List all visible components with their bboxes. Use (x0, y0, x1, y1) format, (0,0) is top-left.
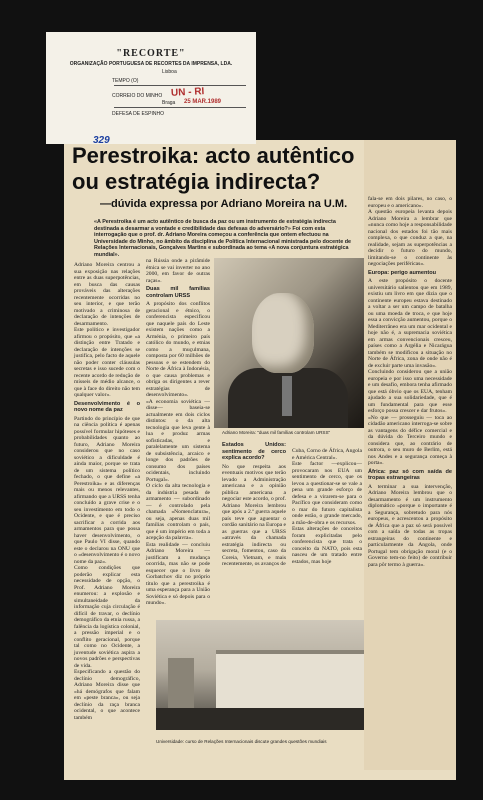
article-lead: «A Perestroika é um acto autêntico de busca da paz ou um instrumento de estratégia indirecta destinada a desarmar a vontade e credibilidade das defesas do adversário?» Foi com esta interrogação que o prof. dr. Adriano Moreira começou a conferência que ontem efectuou na Universidade do Minho, no âmbito da disciplina de Política Internacional ministrada pelo docente de Relações Internacionais, Gonçalves Martins e subordinada ao tema «A nova conjuntura estratégica mundial». (94, 219, 351, 258)
paragraph: A propósito dos conflitos geracional e étnico, o conferencista especificou que naquele país do Leste existem nações como a Arménia, o primeiro país católico do mundo, e etnias como a muçulmana, composta por 60 milhões de pessoas e se estendem do Norte de África à Indonésia, o que causa problemas e obriga os dirigentes a rever estratégias de desenvolvimento». (146, 301, 210, 398)
paragraph: fala-se em dois pilares, no caso, o europeu e o americano». (368, 196, 452, 209)
slip-row-tempo: TEMPO (O) (112, 78, 139, 84)
paragraph: Esta realidade — concluiu Adriano Moreira — justificam a mudança ocorrida, mas não se pode esquecer que o livro de Gorbatchov diz no próprio título que a perestroika é uma esperança para a União Soviética e só depois para o mundo». (146, 541, 210, 606)
slip-row-correio: CORREIO DO MINHO (112, 93, 163, 99)
slip-brand: "RECORTE" (116, 48, 186, 59)
paragraph: Este factor —explicou— provocaram nos EUA um sentimento de cerco, que os levou a questionar-se se vale a pena um grande esforço de defesa e a virarem-se para o Pacífico que consideram como o mar do futuro capitalista onde estão, o grande mercado, a mão-de-obra e os recursos. (292, 461, 362, 526)
paragraph: Cuba, Corno de África, Angola e América Central». (292, 448, 362, 461)
slip-city: Lisboa (162, 69, 177, 75)
paragraph: Adriano Moreira centrou a sua exposição nas relações entre as duas superpotências, em busca das causas prováveis das alterações recentemente ocorridas no seu interior, e que terão motivado a criminosa de declaração de intenções de desarmamento. (74, 262, 140, 327)
section-heading: Desenvolvimento é o novo nome da paz (74, 400, 140, 413)
slip-line (114, 107, 246, 108)
paragraph: A questão europeia levanta depois Adriano Moreira a lembrar que «nunca como hoje a responsabilidade nacional dos estados foi tão mais complexa, o que conduz a que, na realidade, sejam as superpotências a decidir o futuro do mundo, limitando-se o continente às negociações periféricas». (368, 209, 452, 267)
university-building-photo (156, 620, 364, 730)
paragraph: A terminar a sua intervenção, Adriano Moreira lembrou que o desarmamento é um instrumento diplomático «porque o importante é a Segurança, sobretudo para nós europeus, e acrescentou a propósito de África que a paz só será possível com a saída de todas as tropas estrangeiras do continente e particularmente da Angola, onde Portugal tem obrigação moral (e o Governo tem-no feito) de contribuir para pôr termo à guerra». (368, 483, 452, 568)
photo-building (216, 650, 364, 712)
slip-row-defesa: DEFESA DE ESPINHO (112, 111, 164, 117)
paragraph: Partindo do princípio de que na ciência política é apenas possível formular hipóteses e probabilidades quanto ao futuro, Adriano Moreira considerou que no caso soviético a dificuldade é ainda maior, porque se trata de um sistema político fechado, o que define «a Perestroika» e as diferenças mais ou menos relevantes, afirmando que a URSS tenha concluído a grave crise e o seu investimento em todo o Ocidente, e que é preciso sacrificar a corrida aos armamentos para que possa haver desenvolvimento, o que Paulo VI disse, quando este o declarou na ONU que o «desenvolvimento é o novo nome da paz». (74, 415, 140, 565)
paragraph: No que respeita aos eventuais motivos que terão levado a Administração americana e a opinião pública americana a negociar este acordo, o prof. Adriano Moreira lembrou que após a 2.ª guerra aquele país teve que aguentar o cordão sanitário na Europa e as guerras que a URSS «através da chamada estratégia indirecta ou secreta, fomentou, caso da Coreia, Vietnam, e mais recentemente, os avanços de (222, 463, 286, 567)
section-heading: África: paz só com saída de tropas estrangeiras (368, 468, 452, 481)
paragraph: A este propósito o docente universitário salientou que em 1989, existiu um livro em que dizia que o continente europeu estava destinado a voltar a ser um campo de batalha ou uma moeda de troca, e que hoje essa a convicção aumentou, porque o Mediterrâneo era um mar ocidental e hoje não é, a supremacia soviética em armas convencionais cresceu, países como a Argélia e Nicarágua também se modificou a situação no Norte de África, zona de onde não é de excluir parte uma invasão». (368, 278, 452, 369)
photo-caption: Universidade: curso de Relações Internacionais discute grandes questões mundiais (156, 739, 327, 744)
paragraph: na Rússia onde a pirâmide étnica se vai inverter no ano 2000, em favor de outras raças». (146, 258, 210, 284)
paragraph: O ciclo da alta tecnologia e da indústria pesada de armamento — subordinado — é controlado pela chamada «Nomenclatura», ou seja, apenas duas mil famílias controlam o país, que é um império em toda a acepção da palavra». (146, 483, 210, 541)
photo-tower (168, 658, 194, 708)
portrait-photo (214, 258, 364, 428)
slip-city-2: Braga (162, 100, 176, 106)
slip-date-stamp: 25 MAR.1989 (184, 99, 222, 105)
slip-organization: ORGANIZAÇÃO PORTUGUESA DE RECORTES DA IMPRENSA, LDA. (69, 61, 233, 67)
photo-ground (156, 708, 364, 730)
paragraph: Especificando a questão do declínio demográfico, Adriano Moreira disse que «há demógrafos que falam em «peste branca», ou seja declínio da raça branca ocidental, o que acontece também (74, 669, 140, 721)
handwritten-number: 329 (93, 135, 110, 146)
paragraph: Este político e investigador afirmou o propósito, que «a distinção entre Tratado e declaração de intenções se justifica, pelo facto de aquele não poder conter cláusulas secretas e isso sucede com o recente acordo de redução de mísseis de médio alcance, o que à face do direito não tem qualquer valor». (74, 327, 140, 398)
press-clipping-slip (46, 32, 256, 144)
photo-face (252, 293, 314, 373)
article-column-4 (292, 448, 362, 565)
article-subheadline: —dúvida expressa por Adriano Moreira na U.M. (100, 198, 348, 210)
paragraph: «A economia soviética —disse— baseia-se actualmente em dois ciclos distintos: o da alta tecnologia que leva gente à lua e produz armas sofisticadas, e paralelamente um sistema de subsistência, arcaico e longe dos padrões de consumo dos países ocidentais, incluindo Portugal». (146, 398, 210, 483)
article-column-1 (74, 262, 140, 721)
article-column-3 (222, 440, 286, 568)
slip-line (114, 85, 246, 86)
photo-caption: Adriano Moreira: "duas mil famílias controlam URSS" (222, 430, 331, 435)
paragraph: «No que — prosseguiu — toca ao cidadão americano interroga-se sobre as vantagens do défice comercial e da dúvida do Terceiro mundo e considera que, ao contrário de outrora, o seu muro de Berlim, está nos Andes e a segurança começa à porta». (368, 414, 452, 466)
article-headline: Perestroika: acto autêntico ou estratégia indirecta? (72, 143, 355, 194)
article-column-5 (368, 196, 452, 568)
article-column-2 (146, 258, 210, 607)
section-heading: Europa: perigo aumentou (368, 269, 437, 276)
section-heading: Estados Unidos: sentimento de cerco explica acordo? (222, 442, 286, 461)
paragraph: Estas alterações de conceitos foram explicitadas pelo conferencista que trata o conceito da NATO, pois esta nasceu de um tratado entre estados, mas hoje (292, 526, 362, 565)
section-heading: Duas mil famílias controlam URSS (146, 286, 210, 299)
paragraph: Como condições que poderão explicar esta necessidade de opção, o Prof. Adriano Moreira enumerou: a explosão e simultaneidade da informação cuja circulação é difícil de travar, o declínio demográfico da etnia russa, a falência da logística colonial, a pressão imperial e o conflito geracional, porque tal como no Ocidente, a juventude soviética aspira a novos padrões e perspectivas de vida. (74, 565, 140, 669)
photo-tie (282, 376, 292, 416)
slip-stamp: UN - RI (170, 86, 205, 99)
paragraph: Concluindo considerou que a união europeia e por isso uma necessidade e um desafio, embora tenha afirmado que está óbvio que os EUA, tenham ajudado a sua solidariedade, que é um fundamental para que esse esforço possa crescer e dar frutos». (368, 369, 452, 414)
